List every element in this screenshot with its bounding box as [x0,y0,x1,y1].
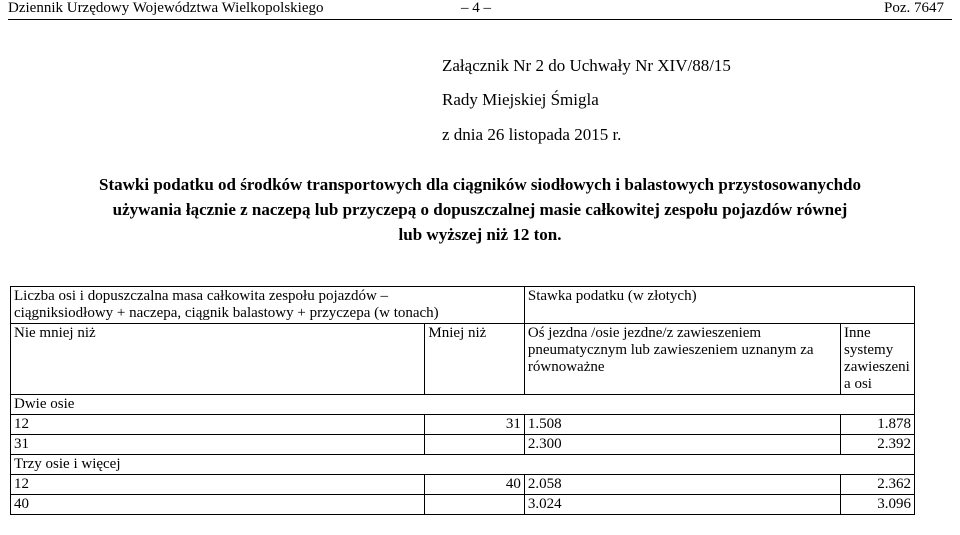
table-subheader-row [11,324,915,395]
header-mass-cell [11,287,525,324]
page-number: – 4 – [461,0,491,16]
header-mass-line-2: ciągniksiodłowy + naczepa, ciągnik balastowy + przyczepa (w tonach) [14,305,439,321]
cell-min: 12 [11,415,425,435]
cell-max [425,495,524,515]
table-header-row [11,287,915,324]
document-title [0,172,960,247]
group-label: Dwie osie [11,395,915,415]
group-label: Trzy osie i więcej [11,455,915,475]
cell-pneumatic: 1.508 [524,415,840,435]
cell-pneumatic: 2.058 [524,475,840,495]
table-row [11,475,915,495]
col-min-header: Nie mniej niż [11,324,425,395]
cell-min: 12 [11,475,425,495]
cell-other: 1.878 [841,415,915,435]
col-max-header: Mniej niż [425,324,524,395]
cell-max: 40 [425,475,524,495]
title-line-1: Stawki podatku od środków transportowych dla ciągników siodłowych i balastowych przystosowanychdo [99,175,861,194]
header-rule [8,19,952,20]
page-header [0,0,960,22]
title-line-3: lub wyższej niż 12 ton. [398,225,562,244]
cell-pneumatic: 3.024 [524,495,840,515]
cell-other: 3.096 [841,495,915,515]
table-row [11,435,915,455]
annex-line-2: Rady Miejskiej Śmigla [442,90,599,109]
cell-min: 40 [11,495,425,515]
title-line-2: używania łącznie z naczepą lub przyczepą o dopuszczalnej masie całkowitej zespołu pojazdów równej [112,200,848,219]
annex-line-3: z dnia 26 listopada 2015 r. [442,125,622,144]
cell-max [425,435,524,455]
group-row-two-axles [11,395,915,415]
position-number: Poz. 7647 [884,0,944,16]
cell-other: 2.392 [841,435,915,455]
annex-line-1: Załącznik Nr 2 do Uchwały Nr XIV/88/15 [442,56,731,75]
cell-max: 31 [425,415,524,435]
cell-pneumatic: 2.300 [524,435,840,455]
group-row-three-axles [11,455,915,475]
table-row [11,495,915,515]
tax-rates-table [10,286,915,515]
header-rate-cell: Stawka podatku (w złotych) [524,287,914,324]
header-mass-line-1: Liczba osi i dopuszczalna masa całkowita zespołu pojazdów – [14,288,389,304]
table-row [11,415,915,435]
col-pneumatic-header: Oś jezdna /osie jezdne/z zawieszeniem pneumatycznym lub zawieszeniem uznanym za równoważne [524,324,840,395]
col-other-header: Inne systemy zawieszeni a osi [841,324,915,395]
journal-title: Dziennik Urzędowy Województwa Wielkopolskiego [8,0,324,16]
cell-min: 31 [11,435,425,455]
cell-other: 2.362 [841,475,915,495]
